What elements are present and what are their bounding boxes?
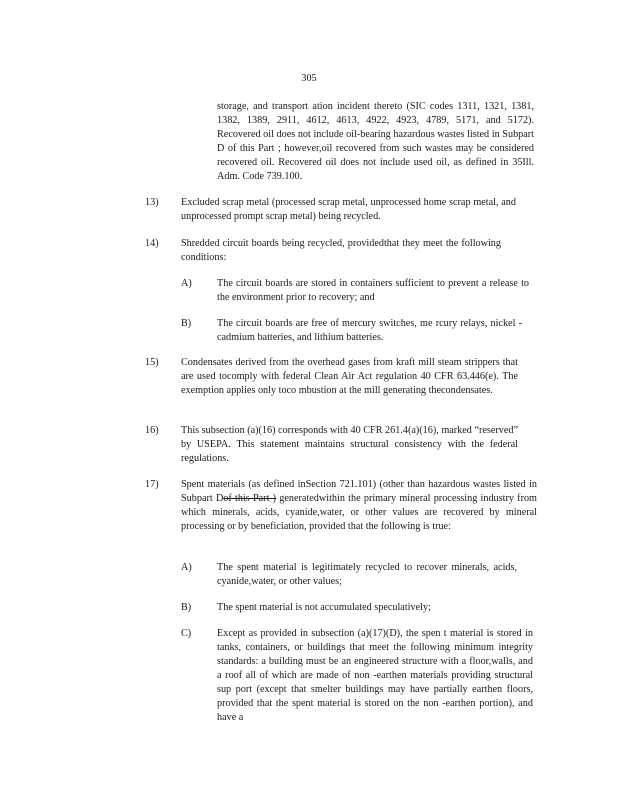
item-17c-text: Except as provided in subsection (a)(17)(D), the spen t material is stored in tanks, containers, or buildings that meet the following minimum integrity standards: a building must be an engineered structure with a floor,walls, and a roof all of which are made of non -earthen materials providing structural sup port (except that smelter buildings may have partially earthen floors, provided that the spent material is stored on the non -earthen portion), and have a: [217, 628, 533, 723]
item-17-number: 17): [145, 479, 159, 490]
item-13-text: Excluded scrap metal (processed scrap metal, unprocessed home scrap metal, and unprocessed prompt scrap metal) being recycled.: [181, 197, 516, 222]
item-14-text: Shredded circuit boards being recycled, providedthat they meet the following conditions:: [181, 238, 501, 263]
item-16-text: This subsection (a)(16) corresponds with 40 CFR 261.4(a)(16), marked “reserved” by USEPA. This statement maintains structural consistency with the federal regulations.: [181, 425, 518, 464]
item-14a-text: The circuit boards are stored in containers sufficient to prevent a release to the environment prior to recovery; and: [217, 278, 529, 303]
item-17b-letter: B): [181, 602, 192, 613]
item-17-struck-text: of this Part ): [223, 493, 277, 504]
item-13-number: 13): [145, 197, 159, 208]
item-15-text: Condensates derived from the overhead gases from kraft mill steam strippers that are used tocomply with federal Clean Air Act regulation 40 CFR 63.446(e). The exemption applies only toco mbustion at the mill generating thecondensates.: [181, 357, 518, 396]
continuation-paragraph: storage, and transport ation incident thereto (SIC codes 1311, 1321, 1381, 1382, 1389, 2911, 4612, 4613, 4922, 4923, 4789, 5171, and 5172). Recovered oil does not include oil-bearing hazardous wastes listed in Subpart D of this Part ; however,oil recovered from such wastes may be considered recovered oil. Recovered oil does not include used oil, as defined in 35Ill. Adm. Code 739.100.: [217, 101, 534, 182]
item-17b-text: The spent material is not accumulated speculatively;: [217, 602, 431, 613]
item-15-number: 15): [145, 357, 159, 368]
item-14a-letter: A): [181, 278, 192, 289]
page-number: 305: [301, 73, 317, 84]
item-17-text-part1: Spent materials (as defined inSection 721.101) (other than hazardous wastes listed in Subpart D: [181, 479, 537, 504]
item-14b-text: The circuit boards are free of mercury switches, me rcury relays, nickel -cadmium batteries, and lithium batteries.: [217, 318, 522, 343]
item-16-number: 16): [145, 425, 159, 436]
item-17-text: [181, 478, 537, 534]
item-14b-letter: B): [181, 318, 192, 329]
item-17-text-part2: generatedwithin the primary mineral processing industry from which minerals, acids, cyanide,water, or other values are recovered by mineral processing or by beneficiation, provided that the following is true:: [181, 493, 537, 532]
item-14-number: 14): [145, 238, 159, 249]
item-17a-letter: A): [181, 562, 192, 573]
item-17a-text: The spent material is legitimately recycled to recover minerals, acids, cyanide,water, or other values;: [217, 562, 517, 587]
item-17c-letter: C): [181, 628, 192, 639]
